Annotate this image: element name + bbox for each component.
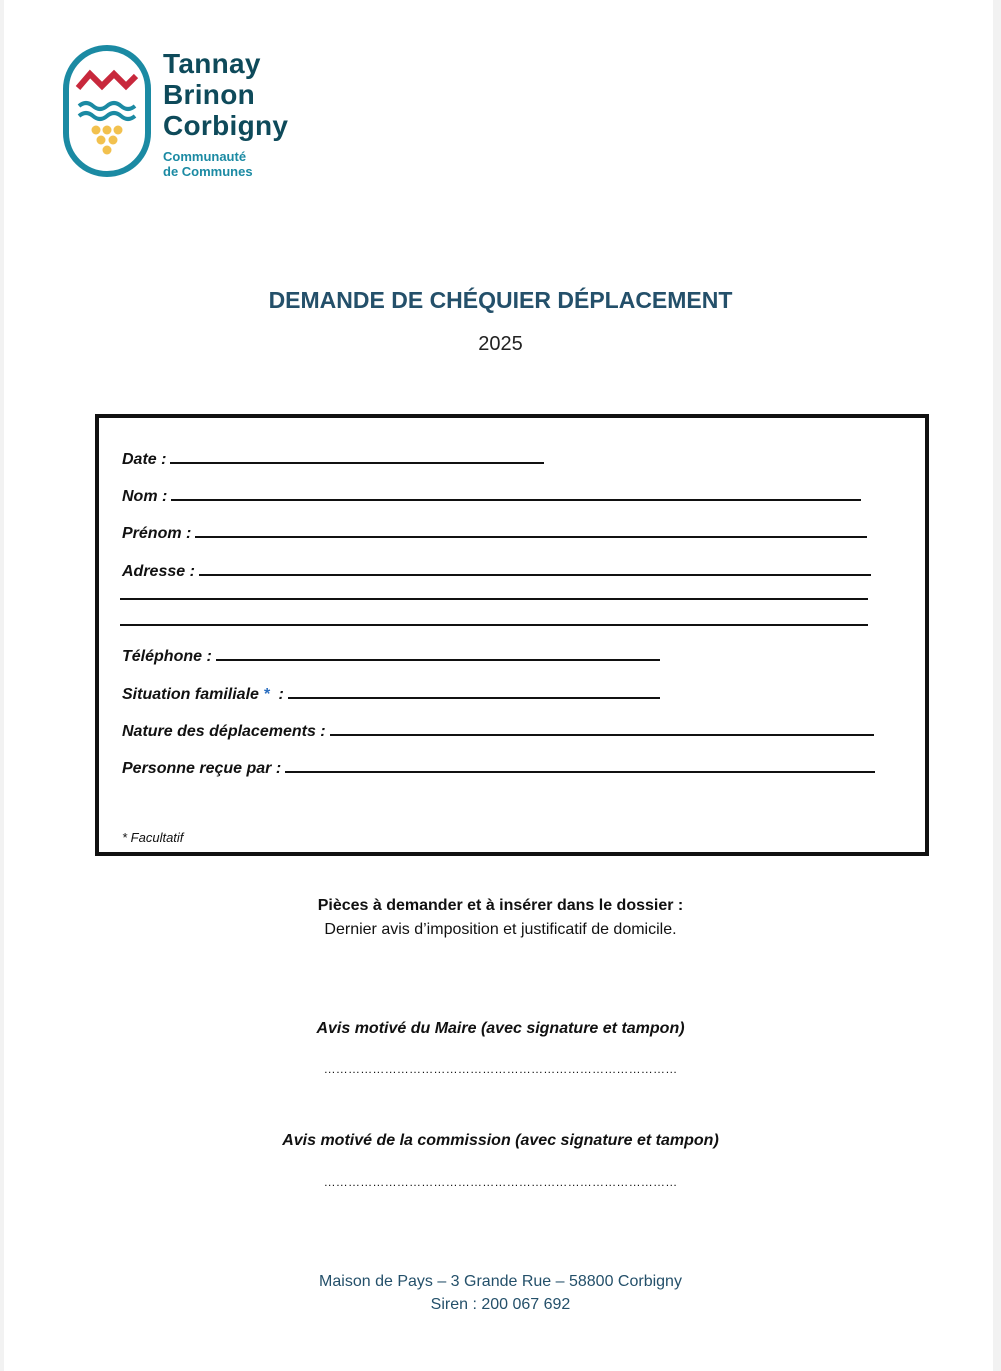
date-label: Date : [122,451,167,468]
prenom-field[interactable] [122,522,867,544]
date-field[interactable] [122,448,544,470]
logo-wordmark [163,48,288,179]
personne-field[interactable] [122,757,875,779]
pieces-title: Pièces à demander et à insérer dans le dossier : [317,897,684,914]
personne-input-line[interactable] [285,757,875,773]
logo-subtitle-line: de Communes [163,164,253,179]
nature-label: Nature des déplacements : [122,723,326,740]
personne-label: Personne reçue par : [122,760,282,777]
situation-input-line[interactable] [288,683,660,699]
telephone-field[interactable] [122,645,660,667]
nom-field[interactable] [122,485,861,507]
pieces-text: Dernier avis d’imposition et justificatif de domicile. [324,921,677,938]
page-title: DEMANDE DE CHÉQUIER DÉPLACEMENT [268,287,733,313]
adresse-label: Adresse : [122,563,195,580]
logo-subtitle-line: Communauté [163,149,247,164]
avis-commission-heading: Avis motivé de la commission (avec signature et tampon) [282,1132,719,1149]
logo-name-line: Brinon [163,79,256,110]
avis-commission-signature-line[interactable]: …………………………………………………………………………… [323,1175,678,1189]
adresse-input-line-3[interactable] [120,624,868,626]
facultatif-note: * Facultatif [122,830,184,845]
nature-field[interactable] [122,720,874,742]
date-input-line[interactable] [170,448,544,464]
logo-name-line: Tannay [163,48,261,79]
nom-label: Nom : [122,488,168,505]
telephone-input-line[interactable] [216,645,660,661]
telephone-label: Téléphone : [122,648,212,665]
logo-name-line: Corbigny [163,110,289,141]
avis-maire-heading: Avis motivé du Maire (avec signature et tampon) [316,1020,685,1037]
nom-input-line[interactable] [171,485,861,501]
adresse-field[interactable] [122,560,871,582]
year-label: 2025 [478,333,523,355]
footer-siren: Siren : 200 067 692 [430,1296,571,1313]
adresse-input-line-2[interactable] [120,598,868,600]
logo-emblem-icon [62,44,152,178]
prenom-input-line[interactable] [195,522,867,538]
form-box [95,414,929,856]
prenom-label: Prénom : [122,525,192,542]
optional-asterisk: * [263,686,270,703]
nature-input-line[interactable] [330,720,874,736]
situation-colon: : [278,686,284,703]
footer-address: Maison de Pays – 3 Grande Rue – 58800 Corbigny [319,1273,682,1290]
situation-field[interactable] [122,683,660,705]
avis-maire-signature-line[interactable]: …………………………………………………………………………… [323,1062,678,1076]
adresse-input-line[interactable] [199,560,871,576]
situation-label: Situation familiale [122,686,259,703]
